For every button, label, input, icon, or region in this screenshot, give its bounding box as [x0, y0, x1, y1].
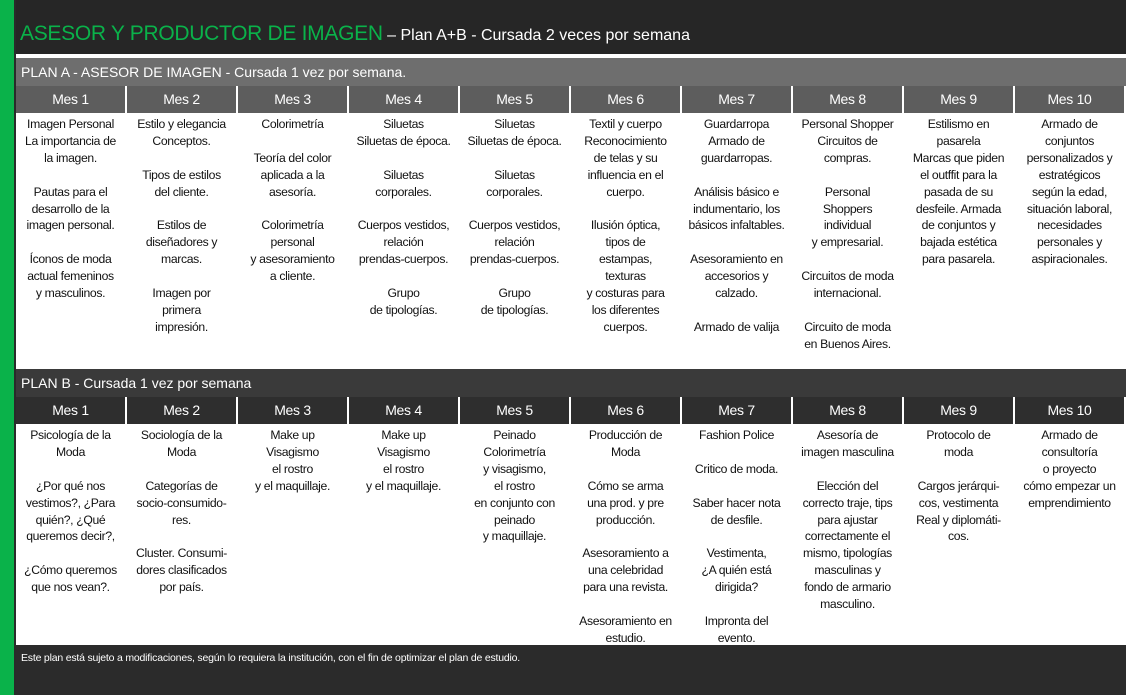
title-main: ASESOR Y PRODUCTOR DE IMAGEN	[20, 22, 383, 45]
month-content: Imagen Personal La importancia de la imagen. Pautas para el desarrollo de la imagen personal. Íconos de moda actual femeninos y masculinos.	[25, 117, 116, 301]
month-content: Estilismo en pasarela Marcas que piden el outffit para la pasada de su desfeile. Armada de conjuntos y bajada estética para pasarela.	[912, 117, 1005, 267]
month-header: Mes 5	[460, 397, 569, 424]
month-content: Personal Shopper Circuitos de compras. Personal Shoppers individual y empresarial. Circuitos de moda internacional. Circuito de moda en Buenos Aires.	[801, 117, 894, 351]
month-header: Mes 9	[904, 397, 1013, 424]
page-title	[16, 0, 1126, 54]
month-header: Mes 2	[127, 86, 236, 113]
plan-b-months	[16, 397, 1126, 425]
month-content: Siluetas Siluetas de época. Siluetas corporales. Cuerpos vestidos, relación prendas-cuerpos. Grupo de tipologías.	[356, 117, 451, 317]
month-header: Mes 2	[127, 397, 236, 424]
month-header: Mes 4	[349, 397, 458, 424]
month-content: Guardarropa Armado de guardarropas. Análisis básico e indumentario, los básicos infaltables. Asesoramiento en accesorios y calzado. Armado de valija	[688, 117, 785, 334]
month-header: Mes 5	[460, 86, 569, 113]
month-header: Mes 3	[238, 397, 347, 424]
month-content: Protocolo de moda Cargos jerárqui- cos, vestimenta Real y diplomáti- cos.	[916, 428, 1001, 544]
month-header: Mes 8	[793, 86, 902, 113]
month-header: Mes 6	[571, 86, 680, 113]
month-header: Mes 1	[16, 86, 125, 113]
month-header: Mes 9	[904, 86, 1013, 113]
month-content: Peinado Colorimetría y visagismo, el rostro en conjunto con peinado y maquillaje.	[474, 428, 555, 544]
month-content: Make up Visagismo el rostro y el maquillaje.	[254, 428, 330, 493]
title-subtitle: – Plan A+B - Cursada 2 veces por semana	[382, 27, 690, 44]
month-header: Mes 3	[238, 86, 347, 113]
month-header: Mes 10	[1015, 86, 1124, 113]
month-header: Mes 10	[1015, 397, 1124, 424]
month-content: Make up Visagismo el rostro y el maquillaje.	[365, 428, 441, 493]
month-content: Siluetas Siluetas de época. Siluetas corporales. Cuerpos vestidos, relación prendas-cuerpos. Grupo de tipologías.	[467, 117, 562, 317]
month-content: Armado de conjuntos personalizados y estratégicos según la edad, situación laboral, necesidades personales y aspiracionales.	[1026, 117, 1113, 267]
month-content: Colorimetría Teoría del color aplicada a la asesoría. Colorimetría personal y asesoramiento a cliente.	[250, 117, 335, 284]
plan-b-content	[16, 425, 1126, 643]
month-content: Armado de consultoría o proyecto cómo empezar un emprendimiento	[1023, 428, 1116, 510]
month-content: Textil y cuerpo Reconocimiento de telas y su influencia en el cuerpo. Ilusión óptica, tipos de estampas, texturas y costuras para los diferentes cuerpos.	[584, 117, 667, 334]
footer-note: Este plan está sujeto a modificaciones, según lo requiera la institución, con el fin de optimizar el plan de estudio.	[16, 645, 1126, 695]
month-content: Psicología de la Moda ¿Por qué nos vestimos?, ¿Para quién?, ¿Qué queremos decir?, ¿Cómo queremos que nos vean?.	[24, 428, 117, 595]
month-content: Producción de Moda Cómo se arma una prod. y pre producción. Asesoramiento a una celebridad para una revista. Asesoramiento en estudio.	[579, 428, 672, 645]
month-header: Mes 4	[349, 86, 458, 113]
plan-a-months	[16, 86, 1126, 114]
plan-b-header: PLAN B - Cursada 1 vez por semana	[16, 369, 1126, 397]
month-content: Sociología de la Moda Categorías de socio-consumido- res. Cluster. Consumi- dores clasificados por país.	[136, 428, 227, 595]
month-header: Mes 7	[682, 86, 791, 113]
month-header: Mes 7	[682, 397, 791, 424]
month-header: Mes 1	[16, 397, 125, 424]
month-content: Asesoría de imagen masculina Elección del correcto traje, tips para ajustar correctamente el mismo, tipologías masculinas y fondo de armario masculino.	[801, 428, 894, 612]
month-content: Estilo y elegancia Conceptos. Tipos de estilos del cliente. Estilos de diseñadores y marcas. Imagen por primera impresión.	[137, 117, 226, 334]
accent-stripe	[0, 0, 14, 695]
plan-a-header: PLAN A - ASESOR DE IMAGEN - Cursada 1 vez por semana.	[16, 58, 1126, 86]
plan-a-content	[16, 114, 1126, 366]
month-content: Fashion Police Critico de moda. Saber hacer nota de desfile. Vestimenta, ¿A quién está dirigida? Impronta del evento.	[692, 428, 781, 645]
month-header: Mes 6	[571, 397, 680, 424]
month-header: Mes 8	[793, 397, 902, 424]
